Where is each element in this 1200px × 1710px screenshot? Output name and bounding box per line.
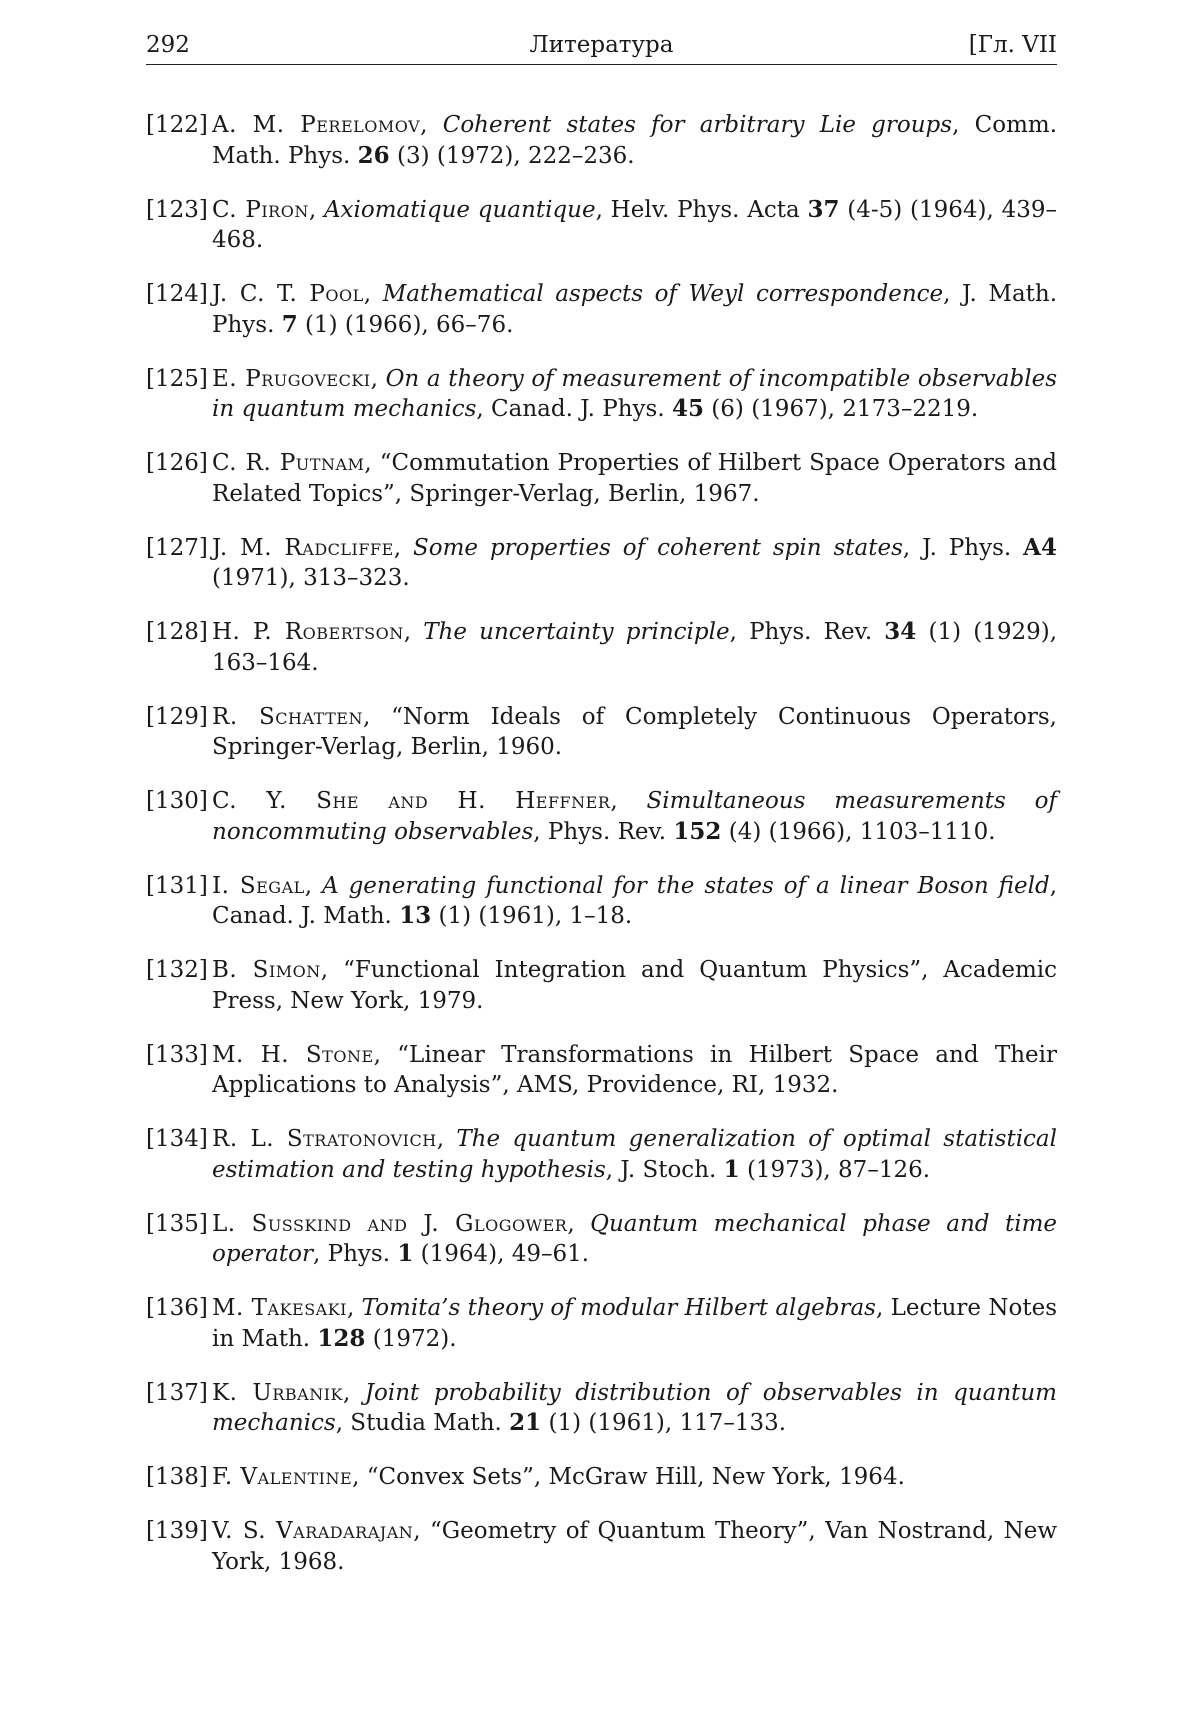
reference-source: , Lecture Notes in Math. — [212, 1295, 1057, 1352]
reference-volume: 7 — [282, 311, 298, 338]
reference-separator: , — [437, 1126, 457, 1152]
reference-source: , Studia Math. — [336, 1410, 509, 1436]
reference-authors: H. P. Robertson — [212, 619, 404, 645]
reference-details: (1) (1961), 1–18. — [431, 903, 632, 929]
reference-title: Coherent states for arbitrary Lie groups — [443, 112, 952, 138]
reference-source: , Phys. — [313, 1241, 397, 1267]
reference-number: [133] — [146, 1040, 208, 1071]
reference-entry — [146, 110, 1057, 171]
reference-entry — [146, 279, 1057, 340]
reference-source: “Commutation Properties of Hilbert Space Operators and Related Topics”, Springer-Verlag, Berlin, 1967. — [212, 450, 1057, 507]
reference-number: [123] — [146, 195, 208, 226]
reference-authors: M. Takesaki — [212, 1295, 347, 1321]
reference-details: (4-5) (1964), 439–468. — [212, 197, 1057, 254]
reference-entry — [146, 617, 1057, 678]
reference-title: Quantum mechanical phase and time operator — [212, 1211, 1057, 1268]
reference-number: [128] — [146, 617, 208, 648]
reference-number: [124] — [146, 279, 208, 310]
reference-details: (1971), 313–323. — [212, 565, 410, 591]
reference-separator: , — [363, 704, 391, 730]
reference-volume: 37 — [807, 196, 839, 223]
reference-source: , J. Math. Phys. — [212, 281, 1057, 338]
reference-volume: 21 — [509, 1409, 541, 1436]
reference-number: [137] — [146, 1378, 208, 1409]
reference-separator: , — [610, 788, 646, 814]
reference-separator: , — [309, 197, 324, 223]
reference-authors: K. Urbanik — [212, 1380, 343, 1406]
reference-source: , J. Stoch. — [606, 1157, 724, 1183]
reference-title: The quantum generalization of optimal statistical estimation and testing hypothesis — [212, 1126, 1057, 1183]
reference-authors: A. M. Perelomov — [212, 112, 420, 138]
reference-source: , Canad. J. Phys. — [476, 396, 672, 422]
reference-volume: 152 — [673, 818, 721, 845]
reference-number: [130] — [146, 786, 208, 817]
reference-volume: 26 — [358, 142, 390, 169]
reference-authors: C. R. Putnam — [212, 450, 364, 476]
reference-entry — [146, 1124, 1057, 1185]
reference-details: (1) (1966), 66–76. — [298, 312, 514, 338]
reference-authors: J. C. T. Pool — [212, 281, 364, 307]
reference-source: , Canad. J. Math. — [212, 873, 1057, 930]
chapter-label: [Гл. VII — [969, 32, 1057, 58]
reference-details: (4) (1966), 1103–1110. — [721, 819, 995, 845]
reference-separator: , — [394, 535, 413, 561]
reference-authors: L. Susskind and J. Glogower — [212, 1211, 567, 1237]
reference-details: (1972). — [365, 1326, 456, 1352]
reference-separator: , — [567, 1211, 590, 1237]
reference-authors: I. Segal — [212, 873, 305, 899]
reference-entry — [146, 1040, 1057, 1101]
reference-authors: C. Piron — [212, 197, 309, 223]
reference-number: [136] — [146, 1293, 208, 1324]
reference-source: , Comm. Math. Phys. — [212, 112, 1057, 169]
reference-number: [139] — [146, 1516, 208, 1547]
reference-authors: E. Prugovecki — [212, 366, 371, 392]
reference-separator: , — [343, 1380, 365, 1406]
reference-separator: , — [404, 619, 423, 645]
reference-authors: R. L. Stratonovich — [212, 1126, 437, 1152]
reference-separator: , — [364, 450, 379, 476]
reference-entry — [146, 533, 1057, 594]
reference-volume: 34 — [884, 618, 916, 645]
reference-details: (3) (1972), 222–236. — [390, 143, 635, 169]
reference-details: (6) (1967), 2173–2219. — [704, 396, 978, 422]
reference-entry — [146, 1293, 1057, 1354]
reference-entry — [146, 195, 1057, 256]
reference-title: The uncertainty principle — [423, 619, 729, 645]
reference-details: (1973), 87–126. — [740, 1157, 930, 1183]
running-title: Литература — [146, 32, 1057, 58]
reference-entry — [146, 955, 1057, 1016]
reference-source: “Convex Sets”, McGraw Hill, New York, 1964. — [367, 1464, 905, 1490]
reference-entry — [146, 1516, 1057, 1577]
running-header — [146, 30, 1057, 65]
reference-entry — [146, 786, 1057, 847]
reference-number: [134] — [146, 1124, 208, 1155]
reference-number: [127] — [146, 533, 208, 564]
reference-title: Joint probability distribution of observables in quantum mechanics — [212, 1380, 1057, 1437]
reference-number: [126] — [146, 448, 208, 479]
reference-number: [129] — [146, 702, 208, 733]
reference-separator: , — [364, 281, 383, 307]
reference-title: Axiomatique quantique — [324, 197, 596, 223]
reference-number: [131] — [146, 871, 208, 902]
reference-separator: , — [413, 1518, 430, 1544]
reference-source: , Helv. Phys. Acta — [596, 197, 808, 223]
reference-authors: R. Schatten — [212, 704, 363, 730]
reference-separator: , — [374, 1042, 398, 1068]
reference-authors: M. H. Stone — [212, 1042, 374, 1068]
reference-entry — [146, 702, 1057, 763]
reference-separator: , — [305, 873, 322, 899]
reference-volume: 45 — [672, 395, 704, 422]
reference-number: [132] — [146, 955, 208, 986]
reference-entry — [146, 1378, 1057, 1439]
reference-source: “Functional Integration and Quantum Physics”, Academic Press, New York, 1979. — [212, 957, 1057, 1014]
reference-volume: 13 — [399, 902, 431, 929]
reference-authors: V. S. Varadarajan — [212, 1518, 413, 1544]
reference-separator: , — [347, 1295, 362, 1321]
reference-separator: , — [321, 957, 343, 983]
reference-details: (1964), 49–61. — [413, 1241, 589, 1267]
reference-source: , Phys. Rev. — [730, 619, 885, 645]
reference-source: “Norm Ideals of Completely Continuous Operators, Springer-Verlag, Berlin, 1960. — [212, 704, 1057, 761]
reference-entry — [146, 448, 1057, 509]
reference-entry — [146, 364, 1057, 425]
reference-source: , J. Phys. — [903, 535, 1023, 561]
reference-number: [125] — [146, 364, 208, 395]
reference-title: Simultaneous measurements of noncommuting observables — [212, 788, 1057, 845]
reference-separator: , — [371, 366, 386, 392]
reference-details: (1) (1961), 117–133. — [541, 1410, 786, 1436]
reference-entry — [146, 871, 1057, 932]
reference-authors: C. Y. She and H. Heffner — [212, 788, 610, 814]
reference-source: “Geometry of Quantum Theory”, Van Nostrand, New York, 1968. — [212, 1518, 1057, 1575]
reference-number: [138] — [146, 1462, 208, 1493]
reference-number: [122] — [146, 110, 208, 141]
reference-title: A generating functional for the states of a linear Boson field — [322, 873, 1050, 899]
reference-number: [135] — [146, 1209, 208, 1240]
reference-title: Mathematical aspects of Weyl correspondence — [383, 281, 943, 307]
reference-title: Tomita’s theory of modular Hilbert algebras — [362, 1295, 876, 1321]
reference-entry — [146, 1209, 1057, 1270]
reference-title: On a theory of measurement of incompatible observables in quantum mechanics — [212, 366, 1057, 423]
reference-separator: , — [420, 112, 443, 138]
reference-authors: B. Simon — [212, 957, 321, 983]
reference-separator: , — [352, 1464, 367, 1490]
reference-volume: 1 — [724, 1156, 740, 1183]
reference-volume: 1 — [397, 1240, 413, 1267]
reference-authors: F. Valentine — [212, 1464, 352, 1490]
reference-title: Some properties of coherent spin states — [413, 535, 903, 561]
page-number: 292 — [146, 32, 190, 58]
reference-source: “Linear Transformations in Hilbert Space and Their Applications to Analysis”, AMS, Providence, RI, 1932. — [212, 1042, 1057, 1099]
reference-volume: A4 — [1023, 534, 1057, 561]
reference-entry — [146, 1462, 1057, 1493]
reference-details: (1) (1929), 163–164. — [212, 619, 1057, 676]
reference-volume: 128 — [317, 1325, 365, 1352]
reference-list — [146, 110, 1057, 1601]
reference-source: , Phys. Rev. — [533, 819, 673, 845]
reference-authors: J. M. Radcliffe — [212, 535, 394, 561]
